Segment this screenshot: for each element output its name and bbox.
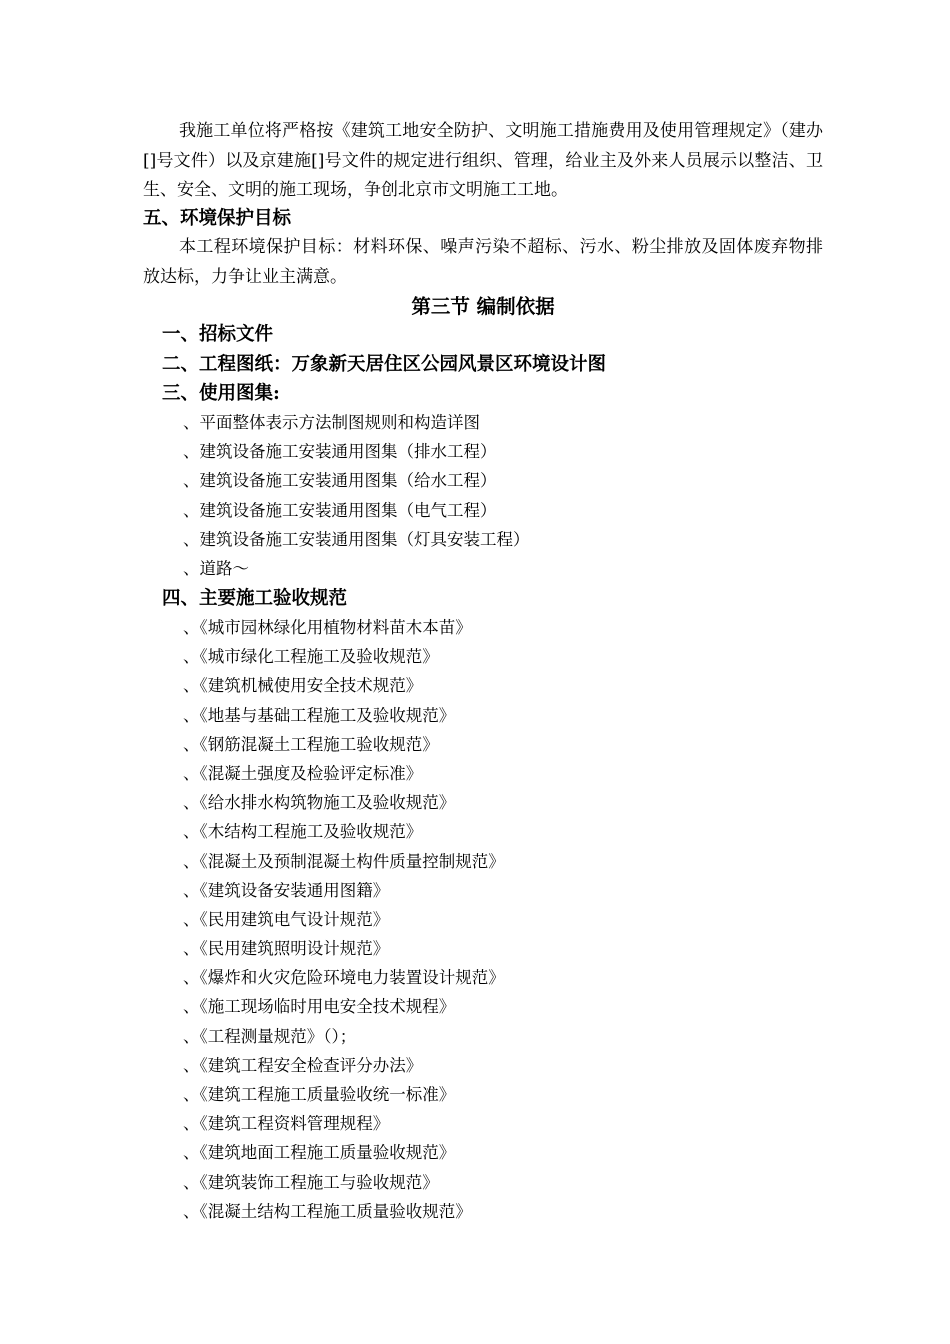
- list-item: 、《地基与基础工程施工及验收规范》: [183, 705, 456, 725]
- list-item: 、《城市绿化工程施工及验收规范》: [183, 647, 439, 667]
- atlas-list: [183, 408, 530, 583]
- list-item: 、《建筑设备安装通用图籍》: [183, 880, 390, 900]
- heading-specifications: 四、主要施工验收规范: [162, 588, 348, 609]
- list-item: 、《建筑工程施工质量验收统一标准》: [183, 1085, 456, 1104]
- heading-environment: 五、环境保护目标: [143, 208, 292, 229]
- list-item: 、《混凝土及预制混凝土构件质量控制规范》: [183, 851, 505, 871]
- list-item: 、《钢筋混凝土工程施工验收规范》: [183, 734, 439, 754]
- list-item: 、平面整体表示方法制图规则和构造详图: [183, 413, 480, 432]
- list-item: 、《施工现场临时用电安全技术规程》: [183, 997, 456, 1017]
- list-item: 、《建筑工程安全检查评分办法》: [183, 1055, 423, 1075]
- list-item: 、《混凝土强度及检验评定标准》: [183, 763, 423, 783]
- section-title: 第三节 编制依据: [411, 295, 555, 318]
- heading-tender-documents: 一、招标文件: [162, 324, 274, 345]
- list-item: 、建筑设备施工安装通用图集（排水工程）: [183, 442, 497, 462]
- list-item: 、《民用建筑照明设计规范》: [183, 939, 390, 959]
- list-item: 、建筑设备施工安装通用图集（电气工程）: [183, 500, 497, 520]
- list-item: 、《混凝土结构工程施工质量验收规范》: [183, 1201, 472, 1221]
- list-item: 、《城市园林绿化用植物材料苗木本苗》: [183, 618, 472, 637]
- list-item: 、《建筑装饰工程施工与验收规范》: [183, 1172, 439, 1192]
- list-item: 、建筑设备施工安装通用图集（灯具安装工程）: [183, 529, 530, 549]
- list-item: 、《木结构工程施工及验收规范》: [183, 822, 423, 842]
- list-item: 、《民用建筑电气设计规范》: [183, 909, 390, 929]
- list-item: 、《爆炸和火灾危险环境电力装置设计规范》: [183, 968, 505, 988]
- heading-atlas: 三、使用图集:: [162, 383, 280, 404]
- list-item: 、建筑设备施工安装通用图集（给水工程）: [183, 471, 497, 491]
- list-item: 、道路～: [183, 558, 249, 578]
- list-item: 、《工程测量规范》（）；: [183, 1026, 357, 1046]
- intro-paragraph: 我施工单位将严格按《建筑工地安全防护、文明施工措施费用及使用管理规定》（建办[]号文件）以及京建施[]号文件的规定进行组织、管理，给业主及外来人员展示以整洁、卫生、安全、文明的施工现场，争创北京市文明施工工地。: [143, 121, 823, 200]
- list-item: 、《给水排水构筑物施工及验收规范》: [183, 793, 456, 813]
- list-item: 、《建筑机械使用安全技术规范》: [183, 676, 423, 696]
- heading-drawings: 二、工程图纸：万象新天居住区公园风景区环境设计图: [162, 354, 607, 375]
- environment-goal-paragraph: 本工程环境保护目标：材料环保、噪声污染不超标、污水、粉尘排放及固体废弃物排放达标，力争让业主满意。: [143, 237, 823, 287]
- specification-list: [183, 613, 505, 1226]
- list-item: 、《建筑地面工程施工质量验收规范》: [183, 1143, 456, 1163]
- list-item: 、《建筑工程资料管理规程》: [183, 1114, 390, 1134]
